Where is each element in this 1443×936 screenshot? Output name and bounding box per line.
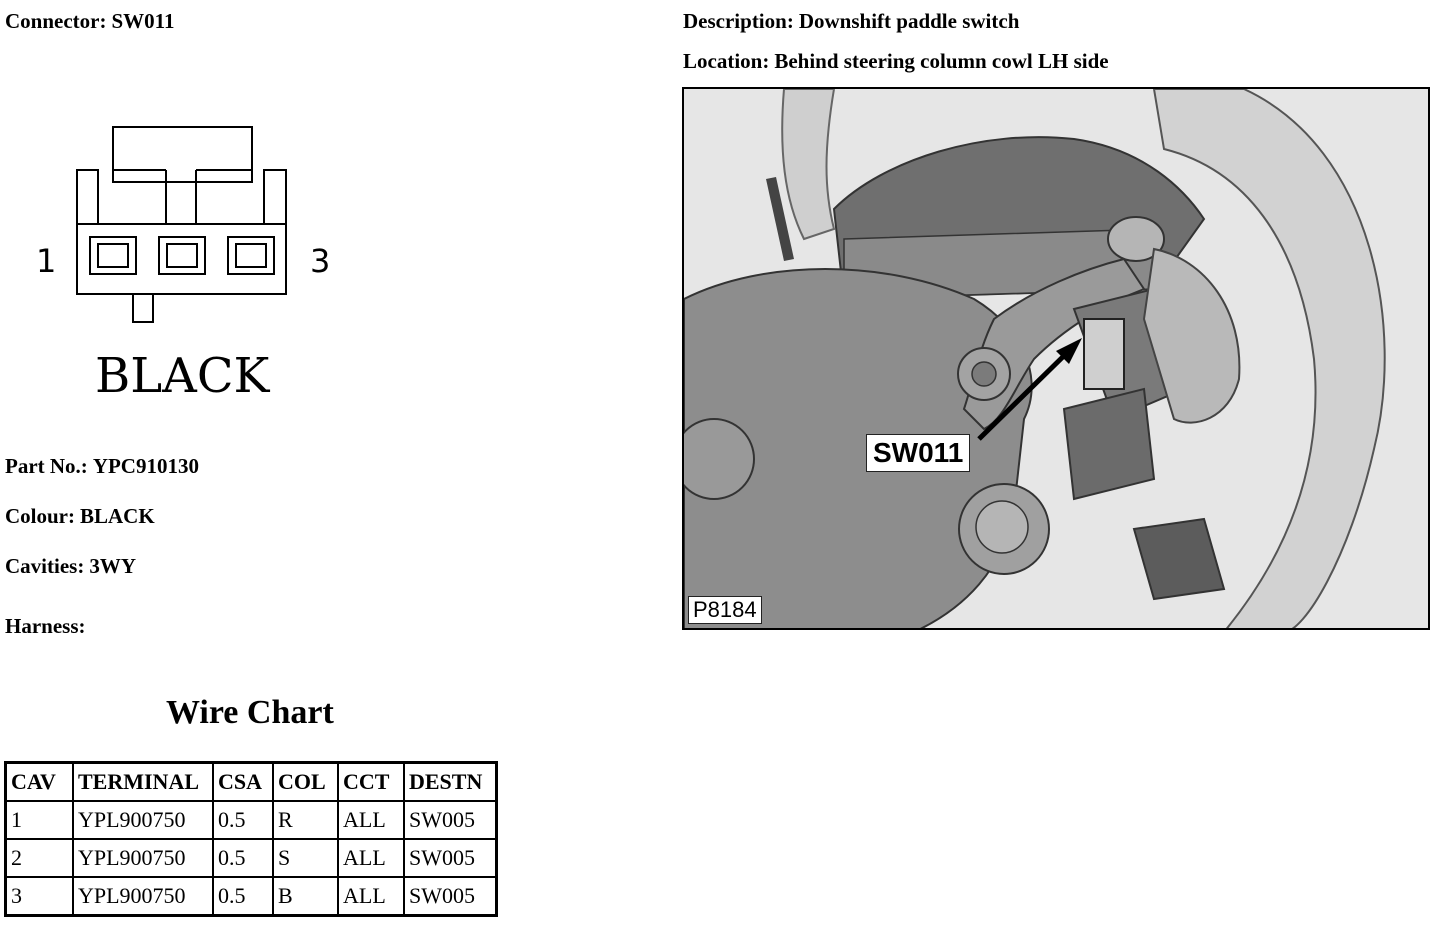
cell-terminal: YPL900750 [73,801,213,839]
header-terminal: TERMINAL [73,763,213,802]
header-destn: DESTN [404,763,497,802]
location-label: Location: [683,49,770,73]
cell-cct: ALL [338,877,404,916]
description-line [683,9,1019,34]
table-row [6,877,497,916]
colour-value: BLACK [80,504,155,528]
connector-face-diagram [0,100,360,410]
part-value: YPC910130 [92,454,199,478]
diagram-colour-text: BLACK [95,348,270,404]
cell-col: S [273,839,338,877]
cavities-label: Cavities: [5,554,85,578]
cell-csa: 0.5 [213,877,273,916]
photo-reference-code: P8184 [688,596,762,624]
cell-cct: ALL [338,839,404,877]
cavities-value: 3WY [89,554,136,578]
connector-value: SW011 [111,9,175,33]
table-row [6,801,497,839]
pin-label-3: 3 [310,242,331,280]
sw011-connector [1084,319,1124,389]
colour-label: Colour: [5,504,75,528]
cell-csa: 0.5 [213,839,273,877]
cell-terminal: YPL900750 [73,839,213,877]
header-col: COL [273,763,338,802]
cell-cav: 1 [6,801,74,839]
cell-cav: 2 [6,839,74,877]
table-header-row [6,763,497,802]
cavities-line [5,554,136,579]
location-value: Behind steering column cowl LH side [774,49,1109,73]
cell-destn: SW005 [404,877,497,916]
pin-label-1: 1 [36,242,57,280]
cavity-2 [159,237,205,274]
connector-label: Connector: [5,9,107,33]
photo-callout-label: SW011 [866,434,970,472]
harness-label: Harness: [5,614,86,638]
cavity-1 [90,237,136,274]
header-csa: CSA [213,763,273,802]
description-value: Downshift paddle switch [798,9,1020,33]
cell-destn: SW005 [404,839,497,877]
connector-label-line [5,9,175,34]
cavity-3 [228,237,274,274]
location-photo [682,87,1430,630]
connector-latch [113,127,252,182]
part-number-line [5,454,199,479]
connector-body [77,224,286,294]
cell-csa: 0.5 [213,801,273,839]
cell-terminal: YPL900750 [73,877,213,916]
header-cct: CCT [338,763,404,802]
cell-col: R [273,801,338,839]
part-label: Part No.: [5,454,88,478]
location-line [683,49,1109,74]
cell-destn: SW005 [404,801,497,839]
connector-key [133,294,153,322]
description-label: Description: [683,9,794,33]
steering-column-illustration [684,89,1430,630]
cell-cct: ALL [338,801,404,839]
cell-col: B [273,877,338,916]
wire-chart-title: Wire Chart [166,694,334,731]
cell-cav: 3 [6,877,74,916]
harness-line [5,614,91,639]
colour-line [5,504,155,529]
header-cav: CAV [6,763,74,802]
table-row [6,839,497,877]
wire-chart-table [4,761,498,917]
